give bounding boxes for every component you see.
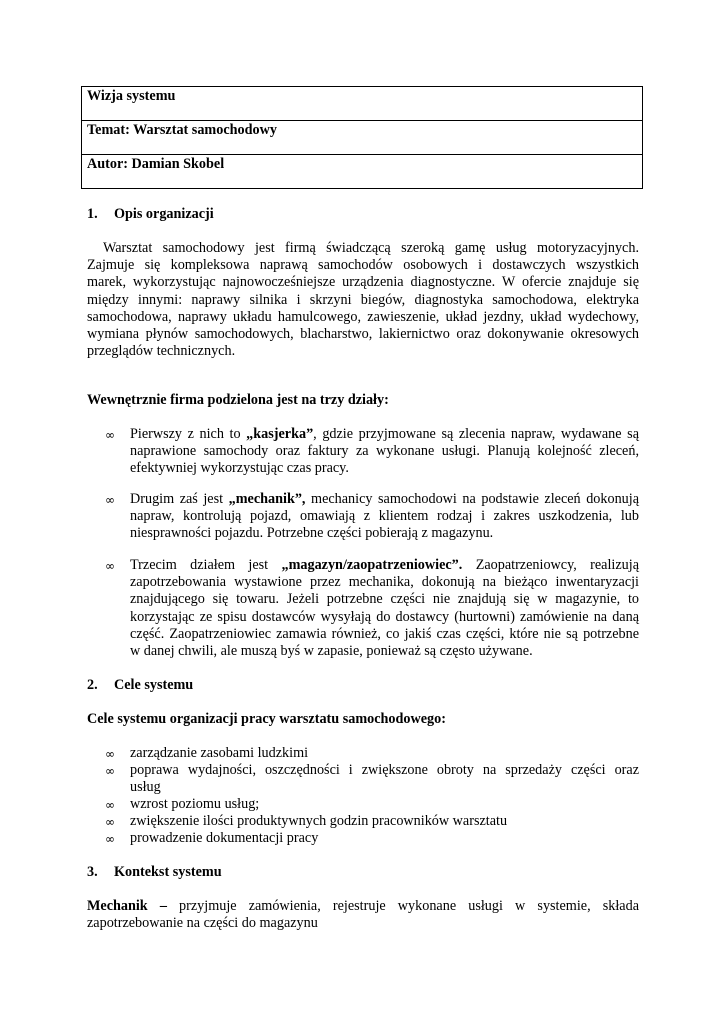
section-3-heading	[87, 864, 222, 881]
division-line	[130, 557, 639, 574]
text: mechanicy samochodowi na podstawie zleceń dokonują	[305, 491, 640, 507]
division-name-bold: „magazyn/zaopatrzeniowiec”.	[281, 557, 463, 573]
text: Trzecim działem jest	[130, 557, 282, 573]
section-1-heading	[87, 206, 214, 223]
division-line: niesprawności pojazdu. Potrzebne części pobierają z magazynu.	[130, 525, 494, 542]
context-line	[87, 898, 639, 915]
section-1-title: Opis organizacji	[114, 206, 214, 222]
document-topic: Temat: Warsztat samochodowy	[87, 122, 277, 138]
goal-text: zarządzanie zasobami ludzkimi	[130, 745, 309, 761]
division-line	[130, 426, 639, 443]
mechanik-context	[87, 898, 639, 932]
paragraph-line: między innymi: naprawy silnika i skrzyni biegów, diagnostyka samochodowa, elektryka	[87, 291, 639, 308]
section-3-title: Kontekst systemu	[114, 864, 222, 880]
infinity-bullet-icon: ∞	[105, 747, 115, 761]
divisions-heading: Wewnętrznie firma podzielona jest na trzy działy:	[87, 392, 389, 408]
infinity-bullet-icon: ∞	[105, 559, 115, 573]
paragraph-line: marek, wykorzystując najnowocześniejsze urządzenia diagnostyczne. W ofercie znajduje się	[87, 274, 639, 291]
infinity-bullet-icon: ∞	[105, 428, 115, 442]
text: Drugim zaś jest	[130, 491, 229, 507]
infinity-bullet-icon: ∞	[105, 764, 115, 778]
header-table	[81, 86, 643, 189]
division-name-bold: „mechanik”,	[228, 491, 306, 507]
paragraph-line: wymiana płynów samochodowych, blacharstwo, lakiernictwo oraz dokonywanie okresowych	[87, 326, 639, 343]
text: przyjmuje zamówienia, rejestruje wykonane usługi w systemie, składa	[166, 898, 639, 914]
infinity-bullet-icon: ∞	[105, 832, 115, 846]
paragraph-line: Warsztat samochodowy jest firmą świadczącą szeroką gamę usług motoryzacyjnych.	[103, 240, 639, 256]
text: Zaopatrzeniowcy, realizują	[462, 557, 639, 573]
division-line: zapotrzebowania wystawione przez mechanika, dokonują na bieżąco inwentaryzacji	[130, 574, 639, 591]
division-line	[130, 491, 639, 508]
header-row-title	[82, 87, 642, 121]
goal-text: usług	[130, 779, 161, 796]
division-line: znajdującego się towaru. Jeżeli potrzebne części nie znajdują się w magazynie, to	[130, 591, 639, 608]
goal-text: wzrost poziomu usług;	[130, 796, 260, 812]
role-name-bold: Mechanik –	[87, 898, 167, 914]
context-line: zapotrzebowanie na części do magazynu	[87, 915, 318, 932]
section-2-heading	[87, 677, 193, 694]
goal-text: poprawa wydajności, oszczędności i zwiększone obroty na sprzedaży części oraz	[130, 762, 639, 778]
infinity-bullet-icon: ∞	[105, 798, 115, 812]
paragraph-line: Zajmuje się kompleksowa naprawą samochodów osobowych i dostawczych wszystkich	[87, 257, 639, 274]
infinity-bullet-icon: ∞	[105, 493, 115, 507]
section-2-number: 2.	[87, 677, 98, 693]
text: Pierwszy z nich to	[130, 426, 247, 442]
division-line: naprawione samochody oraz faktury za wykonane usługi. Planują kolejność zleceń,	[130, 443, 639, 460]
division-line: efektywniej wykorzystując czas pracy.	[130, 460, 349, 477]
document-title: Wizja systemu	[87, 88, 176, 104]
header-row-topic	[82, 121, 642, 155]
document-author: Autor: Damian Skobel	[87, 156, 225, 172]
division-line: w danej chwili, ale muszą byś w zapasie, ponieważ są często używane.	[130, 643, 533, 660]
goals-heading: Cele systemu organizacji pracy warsztatu samochodowego:	[87, 711, 446, 727]
division-line: część. Zaopatrzeniowiec zamawia również, co jakiś czas części, które nie są potrzebne	[130, 625, 639, 642]
goal-text: zwiększenie ilości produktywnych godzin pracowników warsztatu	[130, 813, 508, 829]
section-1-number: 1.	[87, 206, 98, 222]
text: , gdzie przyjmowane są zlecenia napraw, wydawane są	[313, 426, 639, 442]
goal-text: prowadzenie dokumentacji pracy	[130, 830, 319, 846]
division-line: korzystając ze spisu dostawców wysyłają do dostawcy (hurtowni) zamówienie na daną	[130, 608, 639, 625]
section-2-title: Cele systemu	[114, 677, 194, 693]
division-name-bold: „kasjerka”	[246, 426, 314, 442]
division-line: napraw, kontrolują pojazd, omawiają z klientem rodzaj i zakres uszkodzenia, lub	[130, 508, 639, 525]
header-row-author	[82, 155, 642, 188]
paragraph-line: samochodowa, naprawy układu hamulcowego, zawieszenie, układ jezdny, układ wydechowy,	[87, 308, 639, 325]
section-3-number: 3.	[87, 864, 98, 880]
infinity-bullet-icon: ∞	[105, 815, 115, 829]
paragraph-line: przeglądów technicznych.	[87, 343, 236, 360]
organization-description	[87, 240, 639, 360]
